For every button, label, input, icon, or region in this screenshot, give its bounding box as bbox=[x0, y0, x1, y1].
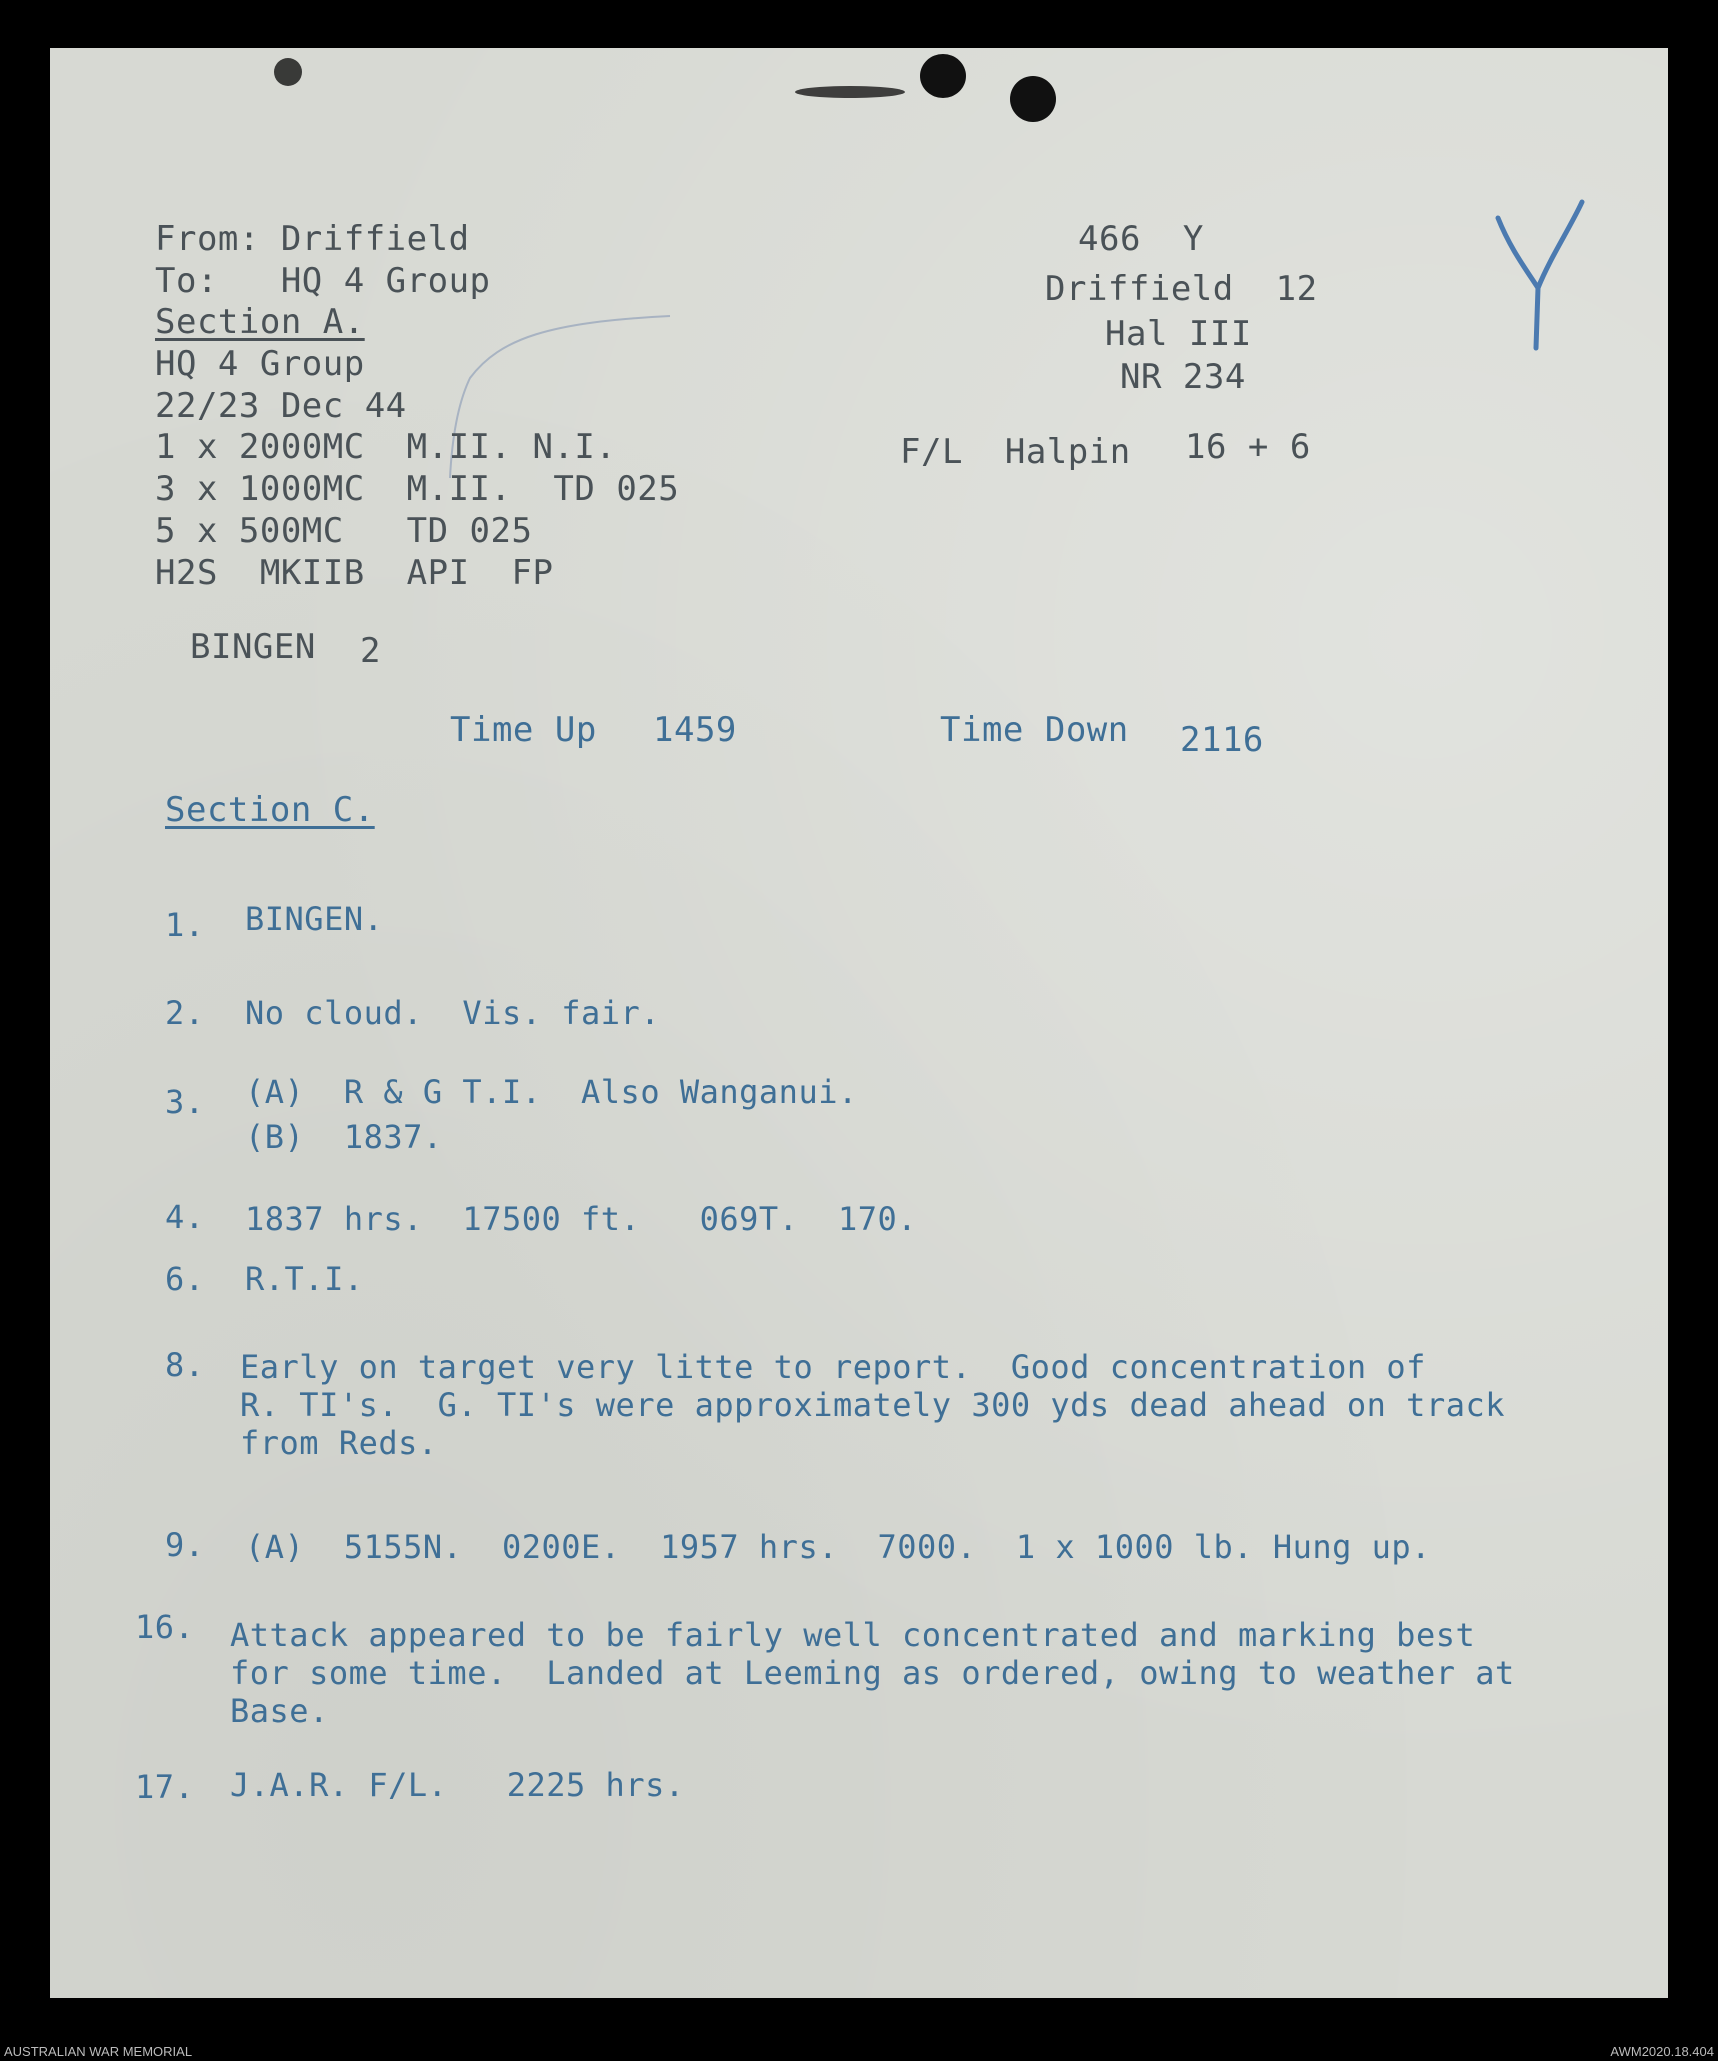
item-text: BINGEN. bbox=[245, 900, 384, 938]
from-line: From: Driffield bbox=[155, 219, 470, 259]
equipment-line: H2S MKIIB API FP bbox=[155, 553, 554, 593]
station-line: Driffield 12 bbox=[1045, 269, 1318, 309]
item-number: 9. bbox=[165, 1526, 205, 1564]
item-text: Base. bbox=[230, 1692, 329, 1730]
punch-hole-right bbox=[1010, 76, 1056, 122]
pilot-name: F/L Halpin bbox=[900, 432, 1131, 472]
punch-hole-left bbox=[274, 58, 302, 86]
item-number: 3. bbox=[165, 1083, 205, 1121]
item-number: 4. bbox=[165, 1198, 205, 1236]
date-line: 22/23 Dec 44 bbox=[155, 386, 407, 426]
section-c-heading: Section C. bbox=[165, 790, 375, 830]
item-text: from Reds. bbox=[240, 1424, 438, 1462]
target-name: BINGEN bbox=[190, 627, 316, 667]
bomb-load-3: 5 x 500MC TD 025 bbox=[155, 511, 533, 551]
item-text: (A) R & G T.I. Also Wanganui. bbox=[245, 1073, 858, 1111]
item-number: 2. bbox=[165, 994, 205, 1032]
item-text: 1837 hrs. 17500 ft. 069T. 170. bbox=[245, 1200, 918, 1238]
item-text: for some time. Landed at Leeming as ordered, owing to weather at bbox=[230, 1654, 1515, 1692]
bomb-load-2: 3 x 1000MC M.II. TD 025 bbox=[155, 469, 680, 509]
time-up-label: Time Up bbox=[450, 710, 597, 750]
punch-hole-center bbox=[920, 54, 966, 98]
footer-right: AWM2020.18.404 bbox=[1610, 2044, 1714, 2059]
crew-count: 16 + 6 bbox=[1185, 427, 1311, 467]
item-text: R. TI's. G. TI's were approximately 300 yds dead ahead on track bbox=[240, 1386, 1505, 1424]
item-number: 6. bbox=[165, 1260, 205, 1298]
item-text: Attack appeared to be fairly well concentrated and marking best bbox=[230, 1616, 1476, 1654]
aircraft-type: Hal III bbox=[1105, 314, 1252, 354]
time-down-value: 2116 bbox=[1180, 720, 1264, 760]
item-text: No cloud. Vis. fair. bbox=[245, 994, 661, 1032]
aircraft-serial: NR 234 bbox=[1120, 357, 1246, 397]
item-number: 1. bbox=[165, 906, 205, 944]
to-line: To: HQ 4 Group bbox=[155, 261, 491, 301]
time-down-label: Time Down bbox=[940, 710, 1129, 750]
item-text: (A) 5155N. 0200E. 1957 hrs. 7000. 1 x 1000 lb. Hung up. bbox=[245, 1528, 1431, 1566]
item-text: (B) 1837. bbox=[245, 1118, 443, 1156]
item-number: 17. bbox=[135, 1768, 195, 1806]
item-number: 8. bbox=[165, 1346, 205, 1384]
item-text: Early on target very litte to report. Good concentration of bbox=[240, 1348, 1426, 1386]
section-a-heading: Section A. bbox=[155, 302, 365, 342]
hq-line: HQ 4 Group bbox=[155, 344, 365, 384]
item-text: R.T.I. bbox=[245, 1260, 364, 1298]
item-number: 16. bbox=[135, 1608, 195, 1646]
document-page bbox=[50, 48, 1668, 1998]
squadron-code: 466 Y bbox=[1078, 219, 1204, 259]
footer-left: AUSTRALIAN WAR MEMORIAL bbox=[4, 2044, 193, 2059]
time-up-value: 1459 bbox=[653, 710, 737, 750]
item-text: J.A.R. F/L. 2225 hrs. bbox=[230, 1766, 685, 1804]
target-count: 2 bbox=[360, 631, 381, 671]
pencil-y-mark bbox=[1490, 198, 1590, 358]
ink-smudge bbox=[795, 86, 905, 98]
bomb-load-1: 1 x 2000MC M.II. N.I. bbox=[155, 427, 617, 467]
